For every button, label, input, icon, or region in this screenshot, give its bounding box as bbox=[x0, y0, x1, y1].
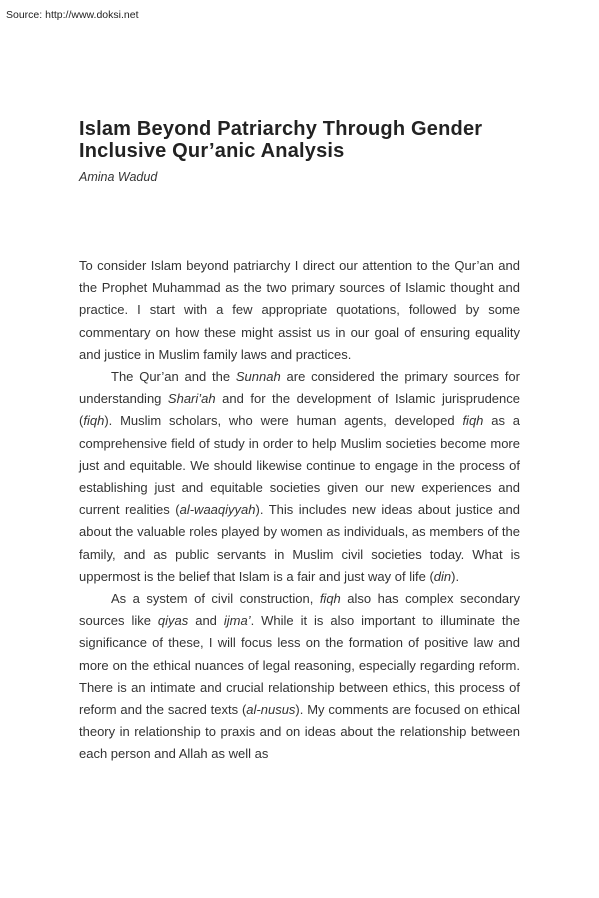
term-al-waaqiyyah: al-waaqiyyah bbox=[179, 502, 256, 518]
paragraph-2-text-5: as a comprehensive field of study in order to help Muslim societies become more just and equitable. We should likewise continue to engage in the process of establishing just and equitable societies given our new experiences and current realities ( bbox=[79, 413, 521, 518]
paragraph-2-text-1: The Qur’an and the bbox=[111, 369, 236, 385]
paragraph-3-text-3: and bbox=[188, 613, 224, 629]
paragraph-2-text-3: and for the development of Islamic jurisprudence ( bbox=[79, 391, 520, 429]
paragraph-2-text-4: ). Muslim scholars, who were human agents, developed bbox=[104, 413, 463, 429]
term-fiqh: fiqh bbox=[462, 413, 484, 429]
paragraph-3-text-1: As a system of civil construction, bbox=[111, 591, 320, 607]
paragraph-3-text-5: ). My comments are focused on ethical theory in relationship to praxis and on ideas about the relationship between each person and Allah as well as bbox=[79, 702, 520, 762]
page-title bbox=[79, 118, 525, 162]
paragraph-2 bbox=[79, 366, 520, 588]
paragraph-2-text-2: are considered the primary sources for understanding bbox=[79, 369, 520, 407]
term-qiyas: qiyas bbox=[157, 613, 189, 629]
paragraph-2-text-7: ). bbox=[451, 568, 460, 584]
paragraph-1: To consider Islam beyond patriarchy I direct our attention to the Qur’an and the Prophet Muhammad as the two primary sources of Islamic thought and practice. I start with a few appropriate quotations, followed by some commentary on how these might assist us in our goal of ensuring equality and justice in Muslim family laws and practices. bbox=[79, 258, 520, 362]
author-name: Amina Wadud bbox=[79, 170, 158, 184]
term-ijma: ijma’ bbox=[223, 613, 251, 629]
paragraph-2-text-6: ). This includes new ideas about justice and about the valuable roles played by women as individuals, as members of the family, and as public servants in Muslim civil societies today. What is uppermost is the belief that Islam is a fair and just way of life ( bbox=[79, 502, 520, 584]
title-line-2: Inclusive Qur’anic Analysis bbox=[79, 140, 345, 162]
document-body bbox=[79, 255, 520, 766]
term-al-nusus: al-nusus bbox=[246, 702, 296, 718]
term-sunnah: Sunnah bbox=[235, 369, 281, 385]
paragraph-3 bbox=[79, 588, 520, 766]
paragraph-3-text-4: . While it is also important to illuminate the significance of these, I will focus less on the formation of positive law and more on the ethical nuances of legal reasoning, especially regarding reform. There is an intimate and crucial relationship between ethics, this process of reform and the sacred texts ( bbox=[79, 613, 520, 718]
title-line-1: Islam Beyond Patriarchy Through Gender bbox=[79, 118, 483, 140]
source-label: Source: http://www.doksi.net bbox=[6, 9, 139, 21]
term-fiqh: fiqh bbox=[83, 413, 105, 429]
term-din: din bbox=[433, 568, 452, 584]
term-fiqh: fiqh bbox=[319, 591, 341, 607]
paragraph-3-text-2: also has complex secondary sources like bbox=[79, 591, 520, 629]
term-shariah: Shari’ah bbox=[167, 391, 216, 407]
